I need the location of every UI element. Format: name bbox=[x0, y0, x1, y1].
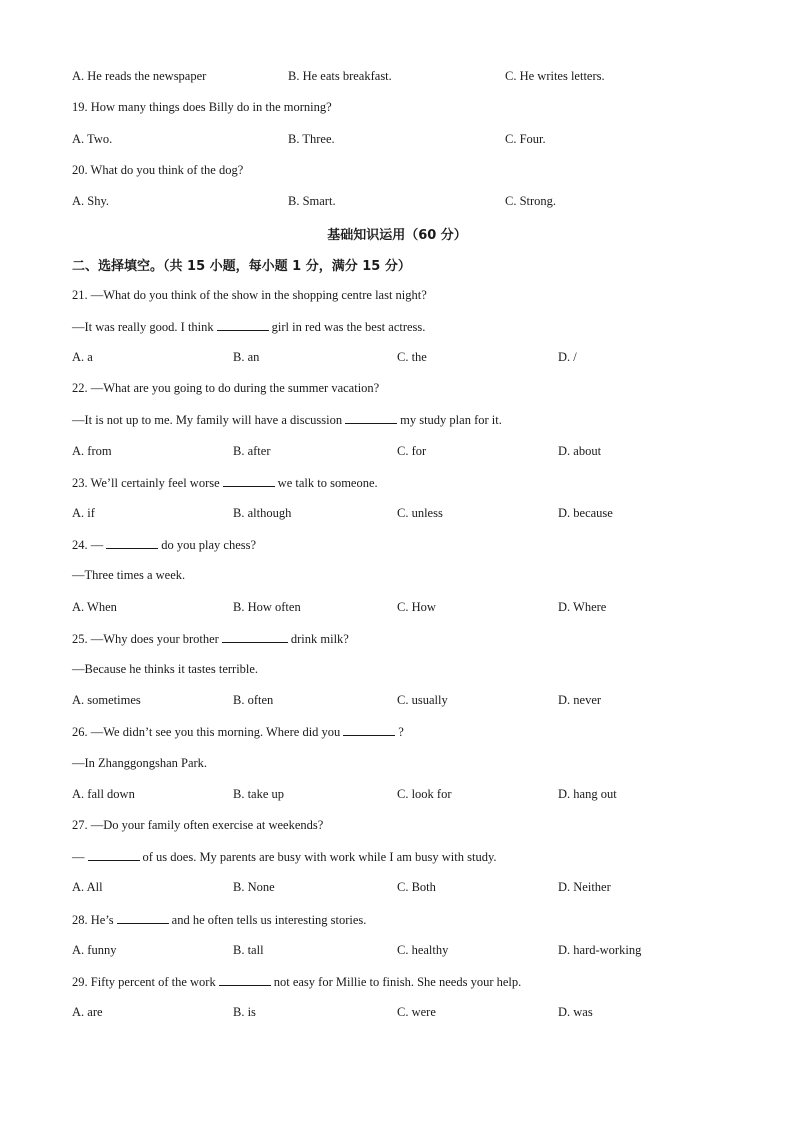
q26-stem-a: 26. —We didn’t see you this morning. Where did you bbox=[72, 725, 341, 739]
q22-option-d[interactable]: D. about bbox=[558, 444, 602, 458]
q20-options bbox=[72, 194, 732, 212]
q26-option-a[interactable]: A. fall down bbox=[72, 787, 135, 801]
q27-option-b[interactable]: B. None bbox=[233, 880, 275, 894]
q26-options bbox=[72, 787, 732, 805]
q24-option-b[interactable]: B. How often bbox=[233, 600, 301, 614]
q18-options bbox=[72, 69, 732, 87]
q27-option-a[interactable]: A. All bbox=[72, 880, 103, 894]
q27-line2-a: — bbox=[72, 850, 85, 864]
q21-option-d[interactable]: D. / bbox=[558, 350, 577, 364]
q27-line2 bbox=[72, 849, 497, 865]
q23-stem-b: we talk to someone. bbox=[277, 476, 378, 490]
q29-options bbox=[72, 1005, 732, 1023]
q21-option-c[interactable]: C. the bbox=[397, 350, 427, 364]
q21-line2 bbox=[72, 319, 425, 335]
answer-blank[interactable] bbox=[343, 724, 395, 736]
q19-options bbox=[72, 132, 732, 150]
q19-option-a[interactable]: A. Two. bbox=[72, 132, 113, 146]
q29-stem bbox=[72, 974, 521, 990]
q20-option-b[interactable]: B. Smart. bbox=[288, 194, 336, 208]
q27-options bbox=[72, 880, 732, 898]
answer-blank[interactable] bbox=[223, 475, 275, 487]
q25-option-c[interactable]: C. usually bbox=[397, 693, 448, 707]
q28-stem-a: 28. He’s bbox=[72, 913, 114, 927]
q21-option-a[interactable]: A. a bbox=[72, 350, 93, 364]
q23-options bbox=[72, 506, 732, 524]
q24-stem bbox=[72, 537, 256, 553]
q25-stem-a: 25. —Why does your brother bbox=[72, 632, 219, 646]
q25-stem bbox=[72, 631, 349, 647]
q28-option-d[interactable]: D. hard-working bbox=[558, 943, 642, 957]
q29-option-b[interactable]: B. is bbox=[233, 1005, 256, 1019]
q22-option-c[interactable]: C. for bbox=[397, 444, 427, 458]
q28-option-c[interactable]: C. healthy bbox=[397, 943, 449, 957]
q18-option-b[interactable]: B. He eats breakfast. bbox=[288, 69, 392, 83]
answer-blank[interactable] bbox=[222, 631, 288, 643]
q29-stem-a: 29. Fifty percent of the work bbox=[72, 975, 216, 989]
q25-option-b[interactable]: B. often bbox=[233, 693, 274, 707]
q18-option-a[interactable]: A. He reads the newspaper bbox=[72, 69, 207, 83]
q22-options bbox=[72, 444, 732, 462]
q28-stem bbox=[72, 912, 366, 928]
q22-line2-a: —It is not up to me. My family will have a discussion bbox=[72, 413, 343, 427]
q26-option-d[interactable]: D. hang out bbox=[558, 787, 617, 801]
q24-option-a[interactable]: A. When bbox=[72, 600, 117, 614]
q19-option-c[interactable]: C. Four. bbox=[505, 132, 546, 146]
answer-blank[interactable] bbox=[345, 412, 397, 424]
q28-options bbox=[72, 943, 732, 961]
q26-stem bbox=[72, 724, 404, 740]
q21-line2-b: girl in red was the best actress. bbox=[271, 320, 426, 334]
q23-option-a[interactable]: A. if bbox=[72, 506, 95, 520]
q24-line2: —Three times a week. bbox=[72, 568, 186, 582]
answer-blank[interactable] bbox=[88, 849, 140, 861]
q24-option-d[interactable]: D. Where bbox=[558, 600, 607, 614]
q28-option-b[interactable]: B. tall bbox=[233, 943, 264, 957]
q23-option-d[interactable]: D. because bbox=[558, 506, 613, 520]
q22-option-a[interactable]: A. from bbox=[72, 444, 112, 458]
answer-blank[interactable] bbox=[106, 537, 158, 549]
part-title: 基础知识运用（60 分） bbox=[327, 228, 467, 243]
q25-line2: —Because he thinks it tastes terrible. bbox=[72, 662, 259, 676]
q25-option-d[interactable]: D. never bbox=[558, 693, 602, 707]
q20-stem: 20. What do you think of the dog? bbox=[72, 163, 244, 177]
q22-stem: 22. —What are you going to do during the summer vacation? bbox=[72, 381, 380, 395]
q25-options bbox=[72, 693, 732, 711]
q27-option-c[interactable]: C. Both bbox=[397, 880, 436, 894]
section-title: 二、选择填空。（共 15 小题，每小题 1 分，满分 15 分） bbox=[72, 259, 411, 274]
q26-stem-b: ? bbox=[398, 725, 404, 739]
q23-option-b[interactable]: B. although bbox=[233, 506, 292, 520]
q29-option-d[interactable]: D. was bbox=[558, 1005, 593, 1019]
q19-stem: 19. How many things does Billy do in the morning? bbox=[72, 100, 332, 114]
answer-blank[interactable] bbox=[117, 912, 169, 924]
q29-option-c[interactable]: C. were bbox=[397, 1005, 436, 1019]
q22-line2-b: my study plan for it. bbox=[400, 413, 502, 427]
q28-option-a[interactable]: A. funny bbox=[72, 943, 117, 957]
q27-stem: 27. —Do your family often exercise at weekends? bbox=[72, 818, 324, 832]
q26-option-c[interactable]: C. look for bbox=[397, 787, 452, 801]
q24-stem-b: do you play chess? bbox=[161, 538, 257, 552]
q21-option-b[interactable]: B. an bbox=[233, 350, 260, 364]
q21-line2-a: —It was really good. I think bbox=[72, 320, 214, 334]
answer-blank[interactable] bbox=[219, 974, 271, 986]
q23-stem-a: 23. We’ll certainly feel worse bbox=[72, 476, 220, 490]
q20-option-a[interactable]: A. Shy. bbox=[72, 194, 110, 208]
q28-stem-b: and he often tells us interesting stories. bbox=[171, 913, 367, 927]
q21-options bbox=[72, 350, 732, 368]
q26-line2: —In Zhanggongshan Park. bbox=[72, 756, 208, 770]
q23-stem bbox=[72, 475, 378, 491]
q27-line2-b: of us does. My parents are busy with work while I am busy with study. bbox=[142, 850, 497, 864]
q22-line2 bbox=[72, 412, 502, 428]
q25-stem-b: drink milk? bbox=[290, 632, 349, 646]
q25-option-a[interactable]: A. sometimes bbox=[72, 693, 141, 707]
answer-blank[interactable] bbox=[217, 319, 269, 331]
q21-stem: 21. —What do you think of the show in the shopping centre last night? bbox=[72, 288, 427, 302]
q24-options bbox=[72, 600, 732, 618]
q20-option-c[interactable]: C. Strong. bbox=[505, 194, 557, 208]
q24-option-c[interactable]: C. How bbox=[397, 600, 436, 614]
q29-option-a[interactable]: A. are bbox=[72, 1005, 103, 1019]
q26-option-b[interactable]: B. take up bbox=[233, 787, 285, 801]
q18-option-c[interactable]: C. He writes letters. bbox=[505, 69, 605, 83]
q29-stem-b: not easy for Millie to finish. She needs your help. bbox=[273, 975, 522, 989]
q19-option-b[interactable]: B. Three. bbox=[288, 132, 335, 146]
q27-option-d[interactable]: D. Neither bbox=[558, 880, 611, 894]
q22-option-b[interactable]: B. after bbox=[233, 444, 271, 458]
q24-stem-a: 24. — bbox=[72, 538, 104, 552]
q23-option-c[interactable]: C. unless bbox=[397, 506, 443, 520]
